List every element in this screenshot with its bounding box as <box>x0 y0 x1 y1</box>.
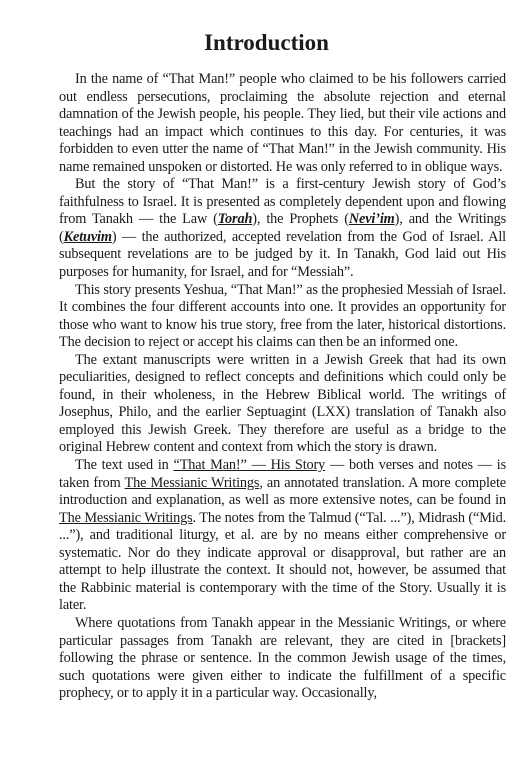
underlined-title: The Messianic Writings <box>59 509 193 526</box>
text-run: The extant manuscripts were written in a Jewish Greek that had its own peculiarities, designed to reflect concepts and definitions which could only be found, in their wholeness, in the Hebrew Biblical world. The writings of Josephus, Philo, and the earlier Septuagint (LXX) translation of Tanakh also employed this Jewish Greek. They therefore are useful as a bridge to the original Hebrew content and context from which the story is drawn. <box>59 351 506 456</box>
text-run: In the name of “That Man!” people who claimed to be his followers carried out endless persecutions, proclaiming the absolute rejection and eternal damnation of the Jewish people, his people. They lied, but their vile actions and teachings had an impact which continues to this day. For centuries, it was forbidden to even utter the name of “That Man!” in the Jewish community. His name remained unspoken or distorted. He was only referred to in oblique ways. <box>59 71 506 175</box>
underlined-title: The Messianic Writings <box>124 474 260 491</box>
paragraph <box>59 71 506 176</box>
page-title: Introduction <box>204 30 329 55</box>
text-run: , an annotated translation. A more complete introduction and explanation, as well as more extensive notes, can be found in <box>59 474 506 509</box>
hebrew-term: Ketuvim <box>63 228 112 245</box>
text-run: Where quotations from Tanakh appear in the Messianic Writings, or where particular passages from Tanakh are relevant, they are cited in [brackets] following the phrase or sentence. In the common Jewish usage of the times, such quotations were given either to indicate the fulfillment of a specific prophecy, or to apply it in a particular way. Occasionally, <box>59 614 506 702</box>
body-text <box>59 71 506 703</box>
hebrew-term: Torah <box>217 211 253 228</box>
paragraph <box>59 457 506 615</box>
hebrew-term: Nevi’im <box>348 211 395 228</box>
text-run: The text used in <box>75 457 174 474</box>
text-run: This story presents Yeshua, “That Man!” as the prophesied Messiah of Israel. It combines the four different accounts into one. It provides an opportunity for those who want to know his true story, free from the later, historical distortions. The decision to reject or accept his claims can then be an informed one. <box>59 281 506 351</box>
paragraph <box>59 176 506 281</box>
paragraph <box>59 615 506 703</box>
text-run: ), the Prophets ( <box>252 211 349 228</box>
text-run: ) — the authorized, accepted revelation from the God of Israel. All subsequent revelations are to be judged by it. In Tanakh, God laid out His purposes for humanity, for Israel, and for “Messiah”. <box>59 228 506 281</box>
paragraph <box>59 282 506 352</box>
text-run: . The notes from the Talmud (“Tal. ...”), Midrash (“Mid. ...”), and traditional liturgy, et al. are by no means either comprehensive or systematic. Nor do they indicate approval or disapproval, but rather are an attempt to help illustrate the context. It should not, however, be assumed that the Rabbinic material is contemporary with the time of the Story. Usually it is later. <box>59 509 507 614</box>
text-run: — both verses and notes — is taken from <box>59 457 506 491</box>
underlined-title: “That Man!” — His Story <box>173 457 326 474</box>
text-run: ), and the Writings ( <box>59 211 506 245</box>
text-run: But the story of “That Man!” is a first-century Jewish story of God’s faithfulness to Israel. It is presented as completely dependent upon and flowing from Tanakh — the Law ( <box>59 176 506 228</box>
paragraph <box>59 352 506 457</box>
